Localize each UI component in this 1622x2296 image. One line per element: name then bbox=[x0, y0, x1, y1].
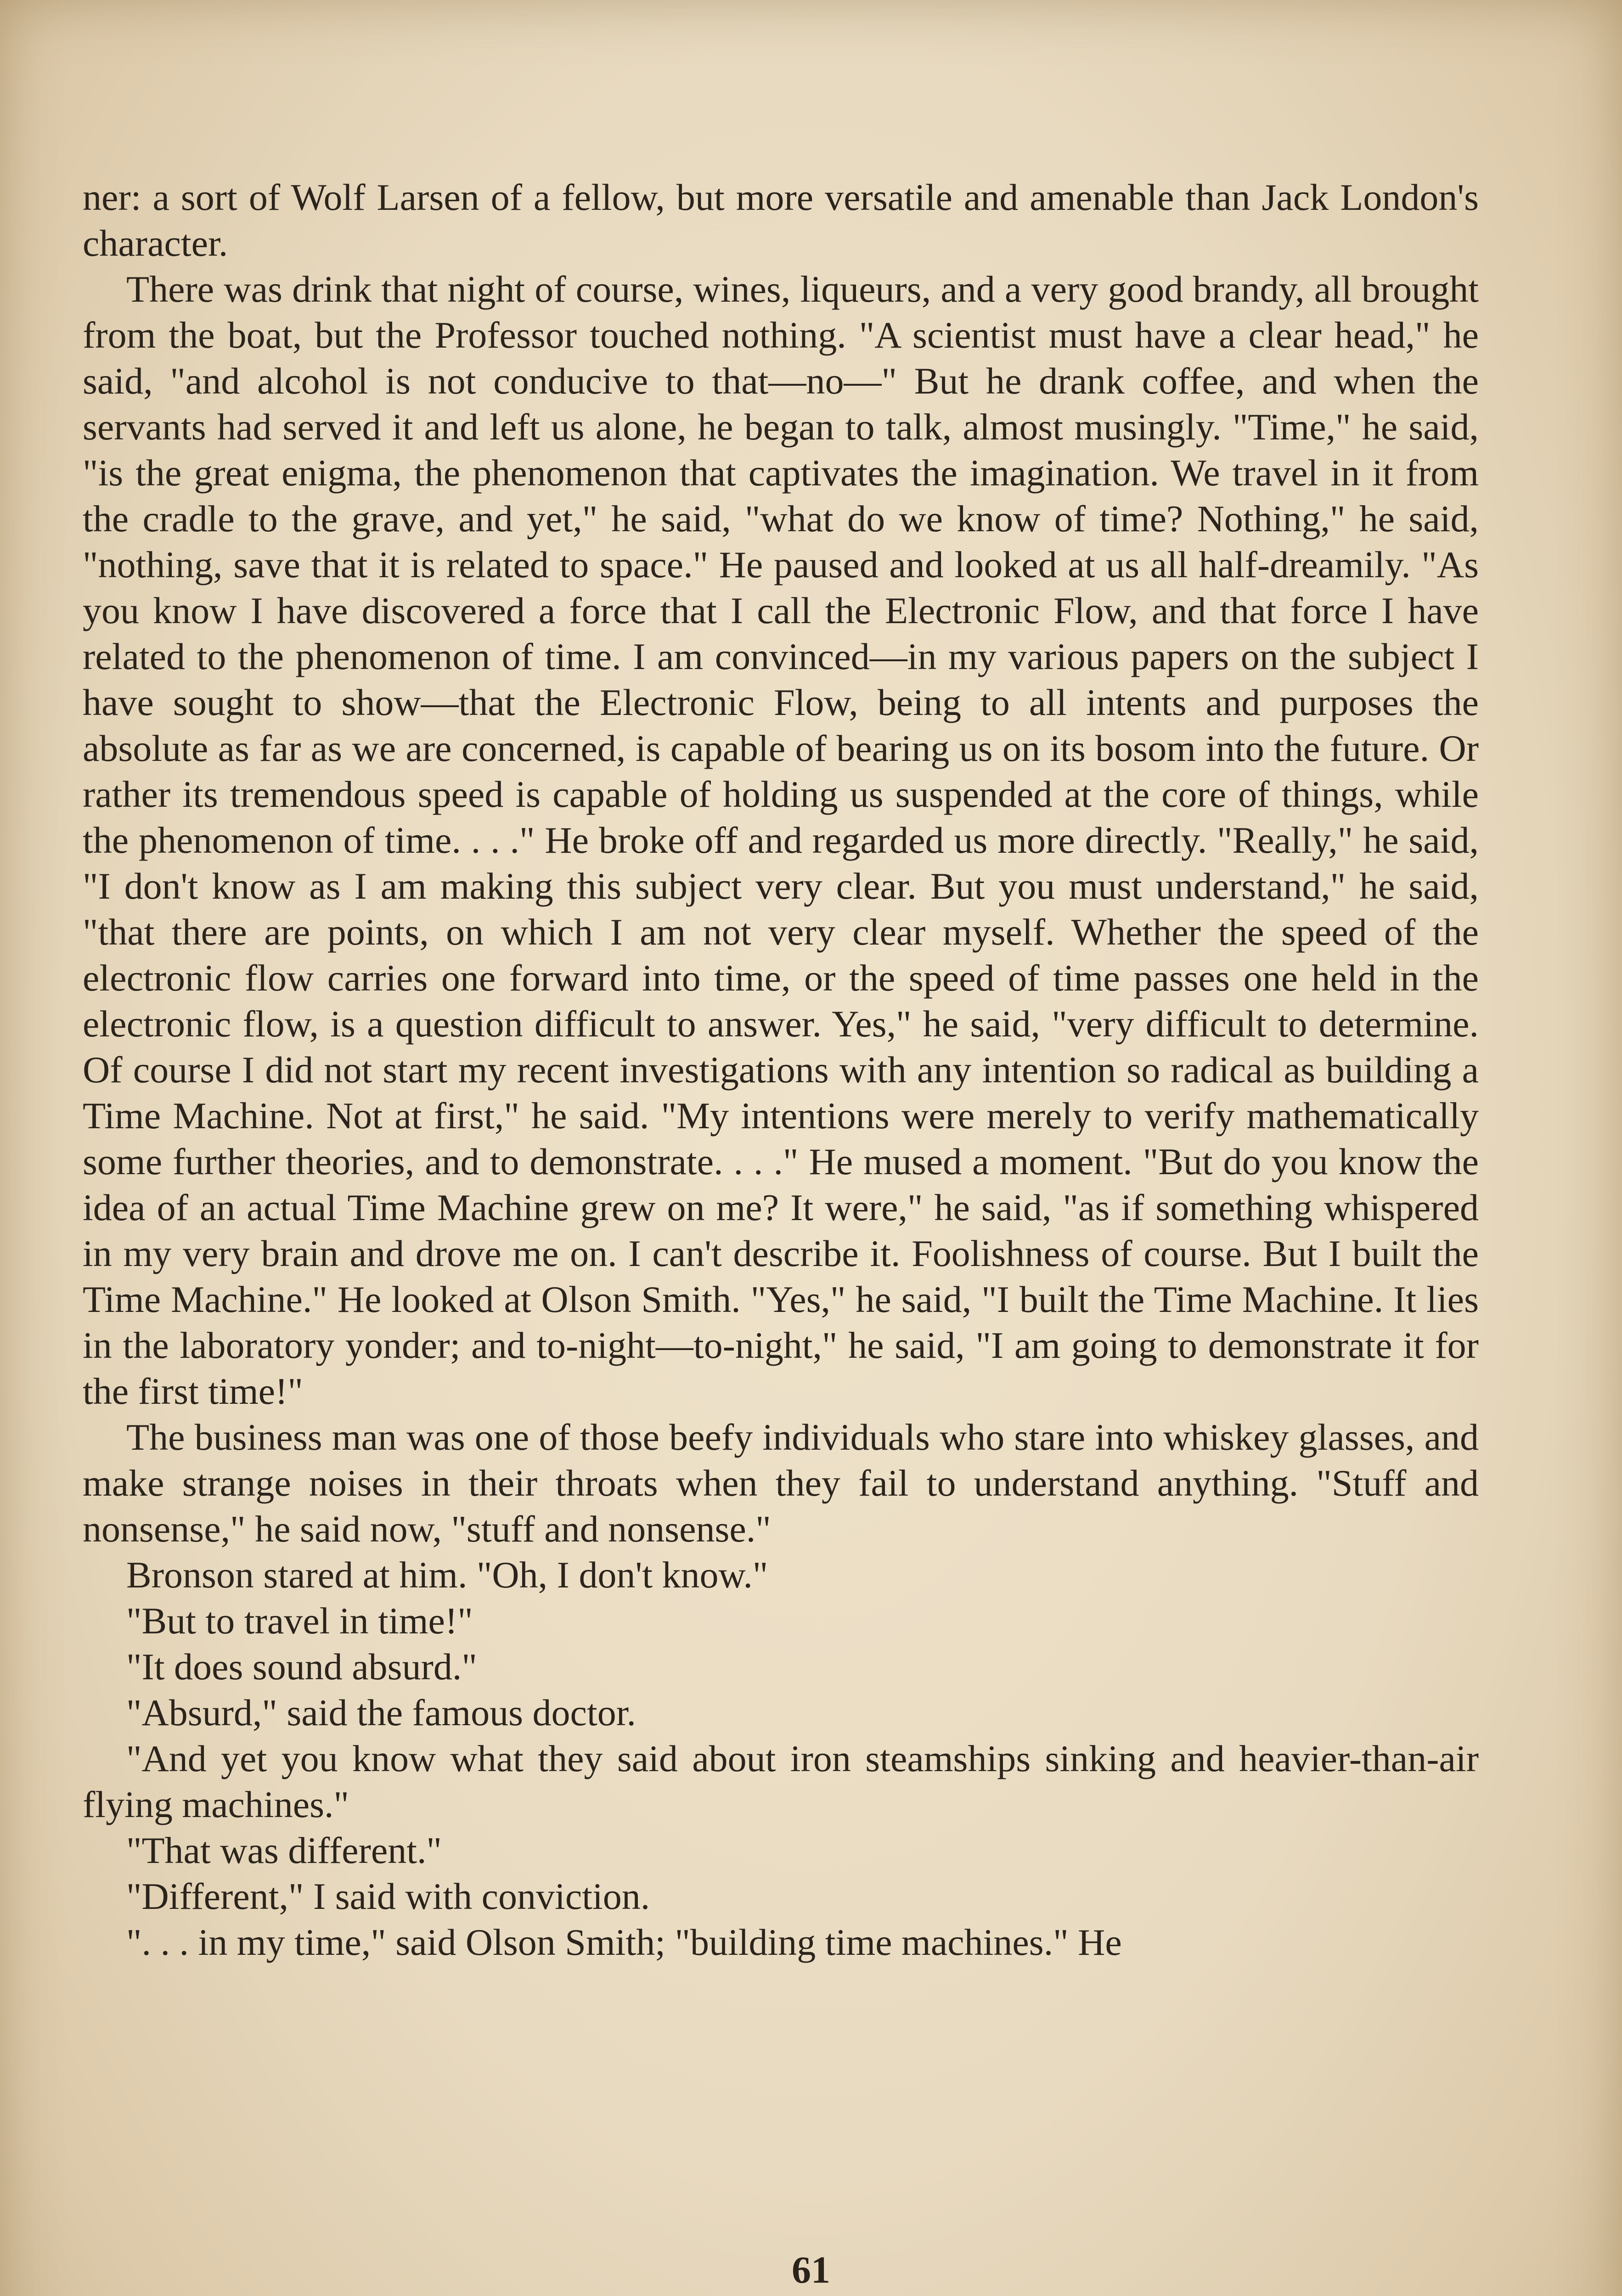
paragraph: "And yet you know what they said about iron steamships sinking and heavier-than-air flying machines." bbox=[83, 1738, 1479, 1825]
paragraph: "But to travel in time!" bbox=[126, 1600, 473, 1642]
paragraph: Bronson stared at him. "Oh, I don't know." bbox=[126, 1554, 768, 1596]
paragraph: "Different," I said with conviction. bbox=[126, 1875, 650, 1917]
paragraph: ner: a sort of Wolf Larsen of a fellow, but more versatile and amenable than Jack London's character. bbox=[83, 176, 1479, 264]
paragraph: "That was different." bbox=[126, 1829, 442, 1871]
paragraph: ". . . in my time," said Olson Smith; "building time machines." He bbox=[126, 1921, 1122, 1963]
body-text bbox=[83, 174, 1479, 1965]
paragraph: The business man was one of those beefy individuals who stare into whiskey glasses, and make strange noises in their throats when they fail to understand anything. "Stuff and nonsense," he said now, "stuff and nonsense." bbox=[83, 1416, 1479, 1550]
paragraph: There was drink that night of course, wines, liqueurs, and a very good brandy, all brought from the boat, but the Professor touched nothing. "A scientist must have a clear head," he said, "and alcohol is not conducive to that—no—" But he drank coffee, and when the servants had served it and left us alone, he began to talk, almost musingly. "Time," he said, "is the great enigma, the phenomenon that captivates the imagination. We travel in it from the cradle to the grave, and yet," he said, "what do we know of time? Nothing," he said, "nothing, save that it is related to space." He paused and looked at us all half-dreamily. "As you know I have discovered a force that I call the Electronic Flow, and that force I have related to the phenomenon of time. I am convinced—in my various papers on the subject I have sought to show—that the Electronic Flow, being to all intents and purposes the absolute as far as we are concerned, is capable of bearing us on its bosom into the future. Or rather its tremendous speed is capable of holding us suspended at the core of things, while the phenomenon of time. . . ." He broke off and regarded us more directly. "Really," he said, "I don't know as I am making this subject very clear. But you must understand," he said, "that there are points, on which I am not very clear myself. Whether the speed of the electronic flow carries one forward into time, or the speed of time passes one held in the electronic flow, is a question difficult to answer. Yes," he said, "very difficult to determine. Of course I did not start my recent investigations with any intention so radical as building a Time Machine. Not at first," he said. "My intentions were merely to verify mathematically some further theories, and to demonstrate. . . ." He mused a moment. "But do you know the idea of an actual Time Machine grew on me? It were," he said, "as if something whispered in my very brain and drove me on. I can't describe it. Foolishness of course. But I built the Time Machine." He looked at Olson Smith. "Yes," he said, "I built the Time Machine. It lies in the laboratory yonder; and to-night—to-night," he said, "I am going to demonstrate it for the first time!" bbox=[83, 268, 1479, 1412]
paragraph: "Absurd," said the famous doctor. bbox=[126, 1692, 636, 1733]
page-number: 61 bbox=[792, 2249, 830, 2291]
paragraph: "It does sound absurd." bbox=[126, 1646, 477, 1688]
